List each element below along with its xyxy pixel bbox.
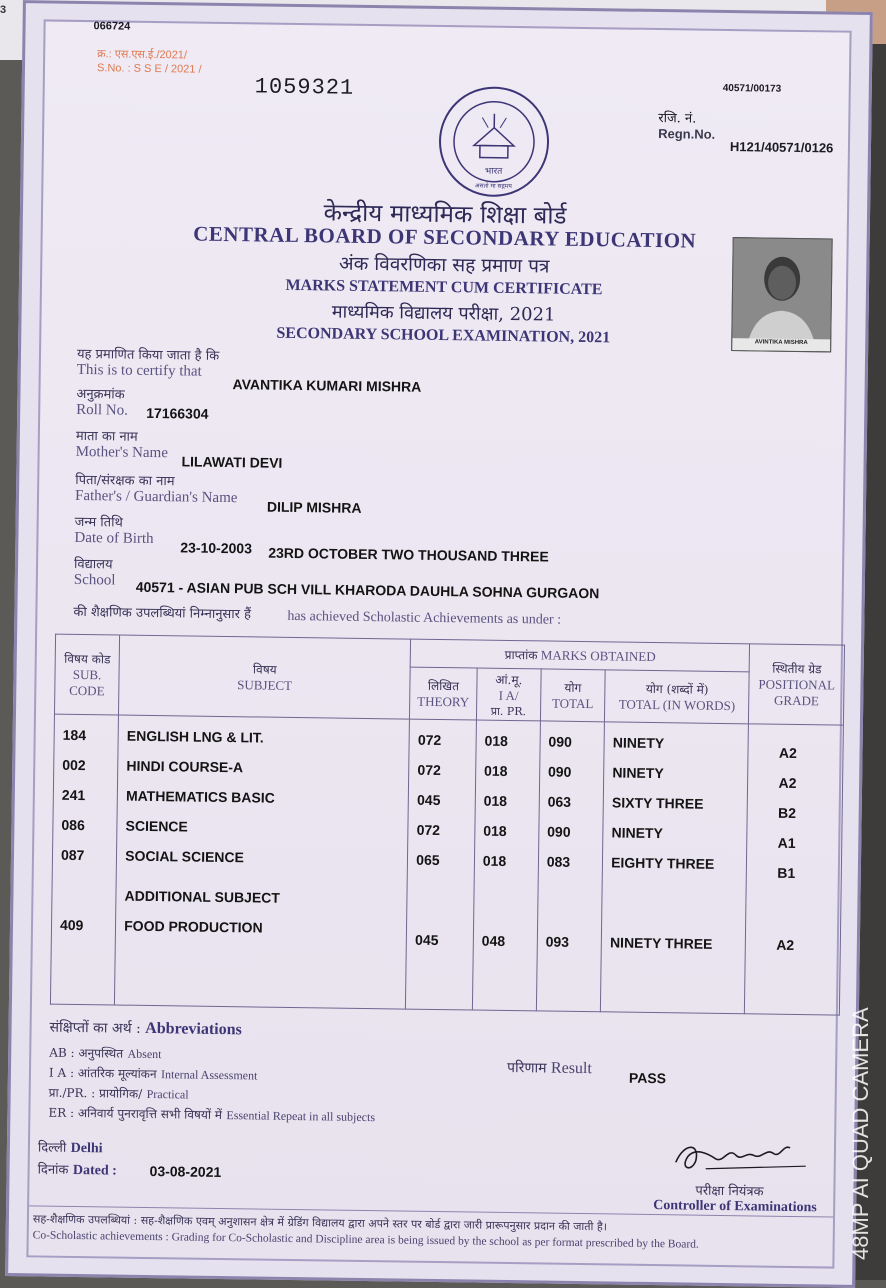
header-subject <box>119 635 411 719</box>
coscholastic-en: Co-Scholastic achievements : Grading for Co-Scholastic and Discipline area is being issued by the school as per format prescribed by the Board. <box>33 1229 843 1252</box>
mother-name: LILAWATI DEVI <box>181 453 282 470</box>
document-title-hindi: अंक विवरणिका सह प्रमाण पत्र <box>42 245 846 282</box>
row-0-words: NINETY <box>613 734 749 766</box>
abbr-item-3-hindi: ER : अनिवार्य पुनरावृत्ति सभी विषयों में <box>48 1106 222 1122</box>
place-hindi: दिल्ली <box>38 1140 67 1155</box>
camera-watermark <box>840 950 880 1270</box>
dated-en: Dated : <box>73 1163 117 1179</box>
abbreviations-title-hindi: संक्षिप्तों का अर्थ : <box>49 1020 140 1037</box>
achieved-label-hindi: की शैक्षणिक उपलब्धियां निम्नानुसार हैं <box>73 602 251 622</box>
regn-label-hindi: रजि. नं. <box>658 108 696 127</box>
total-column <box>536 721 604 1012</box>
words-column <box>601 722 749 1014</box>
abbr-item-1-hindi: I A : आंतरिक मूल्यांकन <box>49 1066 157 1082</box>
row-3-words: NINETY <box>611 824 747 856</box>
school-name: 40571 - ASIAN PUB SCH VILL KHARODA DAUHLA SOHNA GURGAON <box>136 579 600 601</box>
row-4-subject: SOCIAL SCIENCE <box>125 848 408 892</box>
student-photo <box>731 237 833 352</box>
row-3-grade: A1 <box>777 835 841 866</box>
abbr-item-2-hindi: प्रा./PR. : प्रायोगिक/ <box>49 1086 143 1101</box>
row-0-ia: 018 <box>484 733 539 764</box>
header-marks-en: MARKS OBTAINED <box>541 647 656 664</box>
controller-en: Controller of Examinations <box>653 1198 817 1216</box>
row-4-total: 083 <box>546 854 602 935</box>
school-label: School <box>74 572 116 590</box>
exam-title: SECONDARY SCHOOL EXAMINATION, 2021 <box>41 321 845 350</box>
sno-hindi: क्र.: एस.एस.ई./2021/ <box>97 46 187 62</box>
document-title: MARKS STATEMENT CUM CERTIFICATE <box>42 273 846 302</box>
header-code-en2: CODE <box>56 683 117 700</box>
row-2-ia: 018 <box>483 793 538 824</box>
header-code <box>54 634 119 715</box>
sno-english: S.No. : S S E / 2021 / <box>97 62 202 75</box>
achieved-label: has achieved Scholastic Achievements as under : <box>287 609 561 629</box>
place-label <box>38 1137 103 1157</box>
reference-code: 40571/00173 <box>723 83 782 95</box>
row-0-total: 090 <box>548 734 604 765</box>
row-4-theory: 065 <box>415 852 474 933</box>
abbr-item-3 <box>48 1104 375 1127</box>
row-1-ia: 018 <box>484 763 539 794</box>
header-total <box>540 669 605 722</box>
dated-hindi: दिनांक <box>38 1162 69 1177</box>
edge-number: 3 <box>0 4 6 16</box>
row-2-subject: MATHEMATICS BASIC <box>126 788 408 822</box>
abbreviations-title-en: Abbreviations <box>145 1020 242 1038</box>
certificate-inner <box>26 19 851 1268</box>
row-1-words: NINETY <box>612 764 748 796</box>
code-column <box>50 714 118 1005</box>
additional-subject: FOOD PRODUCTION <box>124 918 406 938</box>
abbreviations-title <box>49 1018 241 1040</box>
header-theory-hindi: लिखित <box>412 677 476 695</box>
additional-grade: A2 <box>776 937 840 954</box>
father-name: DILIP MISHRA <box>267 499 362 516</box>
additional-subject-label: ADDITIONAL SUBJECT <box>124 888 406 922</box>
result-label-en: Result <box>551 1060 592 1078</box>
student-name: AVANTIKA KUMARI MISHRA <box>232 376 421 395</box>
row-2-code: 241 <box>62 787 118 818</box>
header-ia-en: I A/ <box>478 687 539 704</box>
regn-label: Regn.No. <box>658 126 715 142</box>
row-3-code: 086 <box>61 817 117 848</box>
row-3-ia: 018 <box>483 823 538 854</box>
additional-code: 409 <box>60 917 115 934</box>
row-0-theory: 072 <box>418 732 476 763</box>
father-label-hindi: पिता/संरक्षक का नाम <box>75 470 175 489</box>
emblem-motto: असतो मा सद्गमय <box>475 181 513 190</box>
abbr-item-2-en: Practical <box>147 1087 189 1102</box>
board-name-hindi: केन्द्रीय माध्यमिक शिक्षा बोर्ड <box>43 191 847 235</box>
issue-date: 03-08-2021 <box>150 1163 222 1180</box>
coscholastic-hindi: सह-शैक्षणिक उपलब्धियां : सह-शैक्षणिक एवम् अनुशासन क्षेत्र में ग्रेडिंग विद्यालय द्वारा अपने स्तर पर बोर्ड द्वारा जारी प्रारूपनुसार प्रदान की जाती है। <box>33 1211 833 1237</box>
dob-label-hindi: जन्म तिथि <box>75 512 123 531</box>
header-grade-hindi: स्थितीय ग्रेड <box>751 659 843 677</box>
grade-column <box>745 724 844 1015</box>
photo-caption: AVINTIKA MISHRA <box>732 339 830 346</box>
row-1-subject: HINDI COURSE-A <box>126 758 408 792</box>
ia-column <box>472 720 540 1011</box>
dated-label <box>37 1159 116 1179</box>
dob-value: 23-10-2003 <box>180 539 252 556</box>
mother-label-hindi: माता का नाम <box>76 426 138 445</box>
row-4-grade: B1 <box>776 865 841 938</box>
school-label-hindi: विद्यालय <box>74 554 113 573</box>
serial-number: 1059321 <box>255 74 355 100</box>
header-total-hindi: योग <box>542 678 604 696</box>
header-words <box>605 670 750 724</box>
roll-label: Roll No. <box>76 402 128 420</box>
row-2-words: SIXTY THREE <box>612 794 748 826</box>
result-label <box>507 1058 592 1078</box>
place-en: Delhi <box>71 1141 103 1156</box>
header-words-en: TOTAL (IN WORDS) <box>606 696 747 714</box>
abbr-item-2 <box>49 1084 189 1104</box>
header-code-hindi: विषय कोड <box>57 650 118 668</box>
result-value: PASS <box>629 1070 666 1087</box>
header-subject-hindi: विषय <box>121 659 409 680</box>
header-subject-en: SUBJECT <box>120 676 408 696</box>
cbse-emblem-icon <box>435 83 553 201</box>
row-0-subject: ENGLISH LNG & LIT. <box>127 728 409 762</box>
additional-words: NINETY THREE <box>610 934 745 952</box>
controller-hindi: परीक्षा नियंत्रक <box>695 1181 763 1200</box>
header-ia <box>476 668 541 721</box>
abbr-item-0-en: Absent <box>127 1047 161 1061</box>
row-4-code: 087 <box>60 847 116 918</box>
abbr-item-3-en: Essential Repeat in all subjects <box>226 1108 375 1124</box>
table-body-row <box>50 714 843 1015</box>
header-grade-en1: POSITIONAL <box>751 676 843 693</box>
additional-total: 093 <box>546 934 602 951</box>
certify-label: This is to certify that <box>77 362 202 381</box>
header-theory <box>410 667 477 720</box>
serial-top: 066724 <box>94 20 131 33</box>
row-1-code: 002 <box>62 757 118 788</box>
row-3-theory: 072 <box>416 822 474 853</box>
theory-column <box>406 719 477 1010</box>
abbr-item-0-hindi: AB : अनुपस्थित <box>49 1046 123 1061</box>
row-4-ia: 018 <box>482 853 538 934</box>
row-3-subject: SCIENCE <box>125 818 407 852</box>
board-name: CENTRAL BOARD OF SECONDARY EDUCATION <box>43 219 847 255</box>
dob-label: Date of Birth <box>74 530 153 548</box>
marks-table <box>50 634 845 1016</box>
header-code-en1: SUB. <box>56 667 117 684</box>
regn-number: H121/40571/0126 <box>730 139 834 155</box>
row-4-words: EIGHTY THREE <box>610 854 746 936</box>
roll-label-hindi: अनुक्रमांक <box>76 384 125 403</box>
header-grade-en2: GRADE <box>751 692 843 709</box>
mother-label: Mother's Name <box>76 444 168 462</box>
additional-theory: 045 <box>415 932 473 949</box>
camera-watermark-text: 48MP AI QUAD CAMERA <box>848 1007 873 1260</box>
header-pr: प्रा. PR. <box>478 703 539 719</box>
certificate <box>5 0 873 1288</box>
emblem-text: भारत <box>485 167 503 177</box>
header-marks-hindi: प्राप्तांक <box>505 648 538 662</box>
dob-words: 23RD OCTOBER TWO THOUSAND THREE <box>268 545 549 565</box>
subject-column <box>115 715 410 1009</box>
row-1-theory: 072 <box>417 762 475 793</box>
student-photo-image <box>732 238 832 351</box>
exam-title-hindi: माध्यमिक विद्यालय परीक्षा, 2021 <box>41 295 845 330</box>
abbr-item-1-en: Internal Assessment <box>161 1067 258 1082</box>
abbr-item-0 <box>49 1044 162 1064</box>
header-grade <box>749 644 845 725</box>
header-ia-hindi: आं.मू. <box>478 670 539 688</box>
header-total-en: TOTAL <box>542 695 604 712</box>
header-words-hindi: योग (शब्दों में) <box>606 679 747 698</box>
roll-number: 17166304 <box>146 405 209 422</box>
row-3-total: 090 <box>547 824 603 855</box>
abbr-item-1 <box>49 1064 258 1085</box>
row-0-code: 184 <box>62 727 118 758</box>
row-0-grade: A2 <box>779 745 843 776</box>
row-2-grade: B2 <box>778 805 842 836</box>
result-label-hindi: परिणाम <box>507 1060 547 1077</box>
certify-label-hindi: यह प्रमाणित किया जाता है कि <box>77 344 219 364</box>
father-label: Father's / Guardian's Name <box>75 488 238 507</box>
header-theory-en: THEORY <box>411 694 475 711</box>
additional-ia: 048 <box>482 933 537 950</box>
signature-icon <box>666 1132 817 1182</box>
row-2-theory: 045 <box>417 792 475 823</box>
row-1-grade: A2 <box>778 775 842 806</box>
row-2-total: 063 <box>547 794 603 825</box>
row-1-total: 090 <box>548 764 604 795</box>
